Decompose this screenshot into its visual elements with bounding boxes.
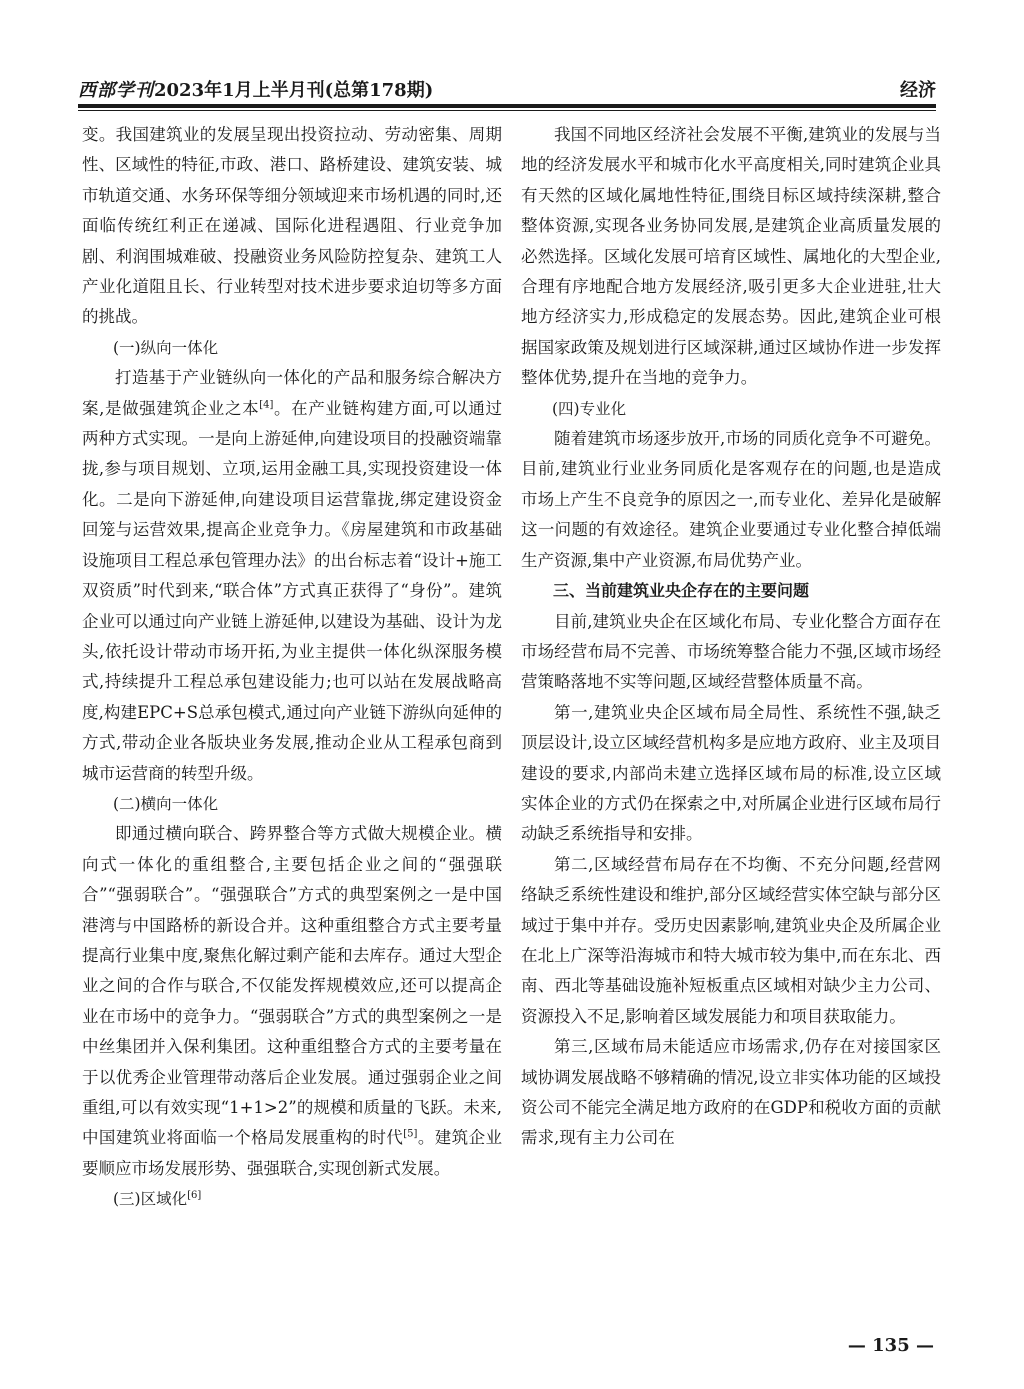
paragraph: 目前,建筑业央企在区域化布局、专业化整合方面存在市场经营布局不完善、市场统筹整合能力不强,区域市场经营策略落地不实等问题,区域经营整体质量不高。	[521, 611, 941, 692]
paragraph: 变。我国建筑业的发展呈现出投资拉动、劳动密集、周期性、区域性的特征,市政、港口、路桥建设、建筑安装、城市轨道交通、水务环保等细分领域迎来市场机遇的同时,还面临传统红利正在递减、国际化进程遇阻、行业竞争加剧、利润围城难破、投融资业务风险防控复杂、建筑工人产业化道阻且长、行业转型对技术进步要求迫切等多方面的挑战。	[82, 125, 502, 327]
paragraph: 我国不同地区经济社会发展不平衡,建筑业的发展与当地的经济发展水平和城市化水平高度相关,同时建筑企业具有天然的区域化属地性特征,围绕目标区域持续深耕,整合整体资源,实现各业务协同发展,是建筑企业高质量发展的必然选择。区域化发展可培育区域性、属地化的大型企业,合理有序地配合地方发展经济,吸引更多大企业进驻,壮大地方经济实力,形成稳定的发展态势。因此,建筑企业可根据国家政策及规划进行区域深耕,通过区域协作进一步发挥整体优势,提升在当地的竞争力。	[521, 125, 941, 388]
subheading-vertical-integration: (一)纵向一体化	[113, 338, 219, 357]
page-header	[78, 58, 936, 108]
subheading-text: (三)区域化	[113, 1190, 188, 1209]
left-column	[82, 120, 502, 1215]
section-label: 经济	[900, 80, 936, 101]
paragraph	[82, 819, 502, 1184]
paragraph	[82, 363, 502, 789]
journal-header	[78, 76, 433, 102]
paragraph-text: 。建筑企业要顺应市场发展形势、强强联合,实现创新式发展。	[82, 1128, 503, 1178]
section-title: 三、当前建筑业央企存在的主要问题	[553, 581, 810, 601]
journal-name: 西部学刊	[78, 80, 154, 101]
paragraph: 随着建筑市场逐步放开,市场的同质化竞争不可避免。目前,建筑业行业业务同质化是客观存在的问题,也是造成市场上产生不良竞争的原因之一,而专业化、差异化是破解这一问题的有效途径。建筑企业要通过专业化整合掉低端生产资源,集中产业资源,布局优势产业。	[521, 429, 941, 570]
page-number: — 135 —	[847, 1335, 934, 1356]
header-rule	[78, 104, 936, 108]
issue-info: 2023年1月上半月刊(总第178期)	[154, 80, 434, 101]
right-column	[521, 120, 941, 1154]
citation-ref: [4]	[259, 399, 274, 411]
paragraph-text: 打造基于产业链纵向一体化的产品和服务综合解决方案,是做强建筑企业之本	[82, 368, 502, 418]
subheading-regionalization	[82, 1184, 502, 1214]
citation-ref: [5]	[403, 1128, 418, 1140]
paragraph: 第三,区域布局未能适应市场需求,仍存在对接国家区域协调发展战略不够精确的情况,设立非实体功能的区域投资公司不能完全满足地方政府的在GDP和税收方面的贡献需求,现有主力公司在	[521, 1037, 941, 1148]
paragraph: 第一,建筑业央企区域布局全局性、系统性不强,缺乏顶层设计,设立区域经营机构多是应地方政府、业主及项目建设的要求,内部尚未建立选择区域布局的标准,设立区域实体企业的方式仍在探索之中,对所属企业进行区域布局行动缺乏系统指导和安排。	[521, 702, 941, 844]
citation-ref: [6]	[187, 1190, 202, 1202]
subheading-specialization: (四)专业化	[552, 399, 627, 418]
paragraph-text: 即通过横向联合、跨界整合等方式做大规模企业。横向式一体化的重组整合,主要包括企业之间的“强强联合”“强弱联合”。“强强联合”方式的典型案例之一是中国港湾与中国路桥的新设合并。这种重组整合方式主要考量提高行业集中度,聚焦化解过剩产能和去库存。通过大型企业之间的合作与联合,不仅能发挥规模效应,还可以提高企业在市场中的竞争力。“强弱联合”方式的典型案例之一是中丝集团并入保利集团。这种重组整合方式的主要考量在于以优秀企业管理带动落后企业发展。通过强弱企业之间重组,可以有效实现“1+1>2”的规模和质量的飞跃。未来,中国建筑业将面临一个格局发展重构的时代	[82, 824, 502, 1148]
subheading-horizontal-integration: (二)横向一体化	[113, 794, 219, 813]
paragraph: 第二,区域经营布局存在不均衡、不充分问题,经营网络缺乏系统性建设和维护,部分区域经营实体空缺与部分区域过于集中并存。受历史因素影响,建筑业央企及所属企业在北上广深等沿海城市和特大城市较为集中,而在东北、西南、西北等基础设施补短板重点区域相对缺少主力公司、资源投入不足,影响着区域发展能力和项目获取能力。	[521, 854, 941, 1026]
paragraph-text: 。在产业链构建方面,可以通过两种方式实现。一是向上游延伸,向建设项目的投融资端靠拢,参与项目规划、立项,运用金融工具,实现投资建设一体化。二是向下游延伸,向建设项目运营靠拢,绑定建设资金回笼与运营效果,提高企业竞争力。《房屋建筑和市政基础设施项目工程总承包管理办法》的出台标志着“设计+施工双资质”时代到来,“联合体”方式真正获得了“身份”。建筑企业可以通过向产业链上游延伸,以建设为基础、设计为龙头,依托设计带动市场开拓,为业主提供一体化纵深服务模式,持续提升工程总承包建设能力;也可以站在发展战略高度,构建EPC+S总承包模式,通过向产业链下游纵向延伸的方式,带动企业各版块业务发展,推动企业从工程承包商到城市运营商的转型升级。	[82, 398, 502, 783]
